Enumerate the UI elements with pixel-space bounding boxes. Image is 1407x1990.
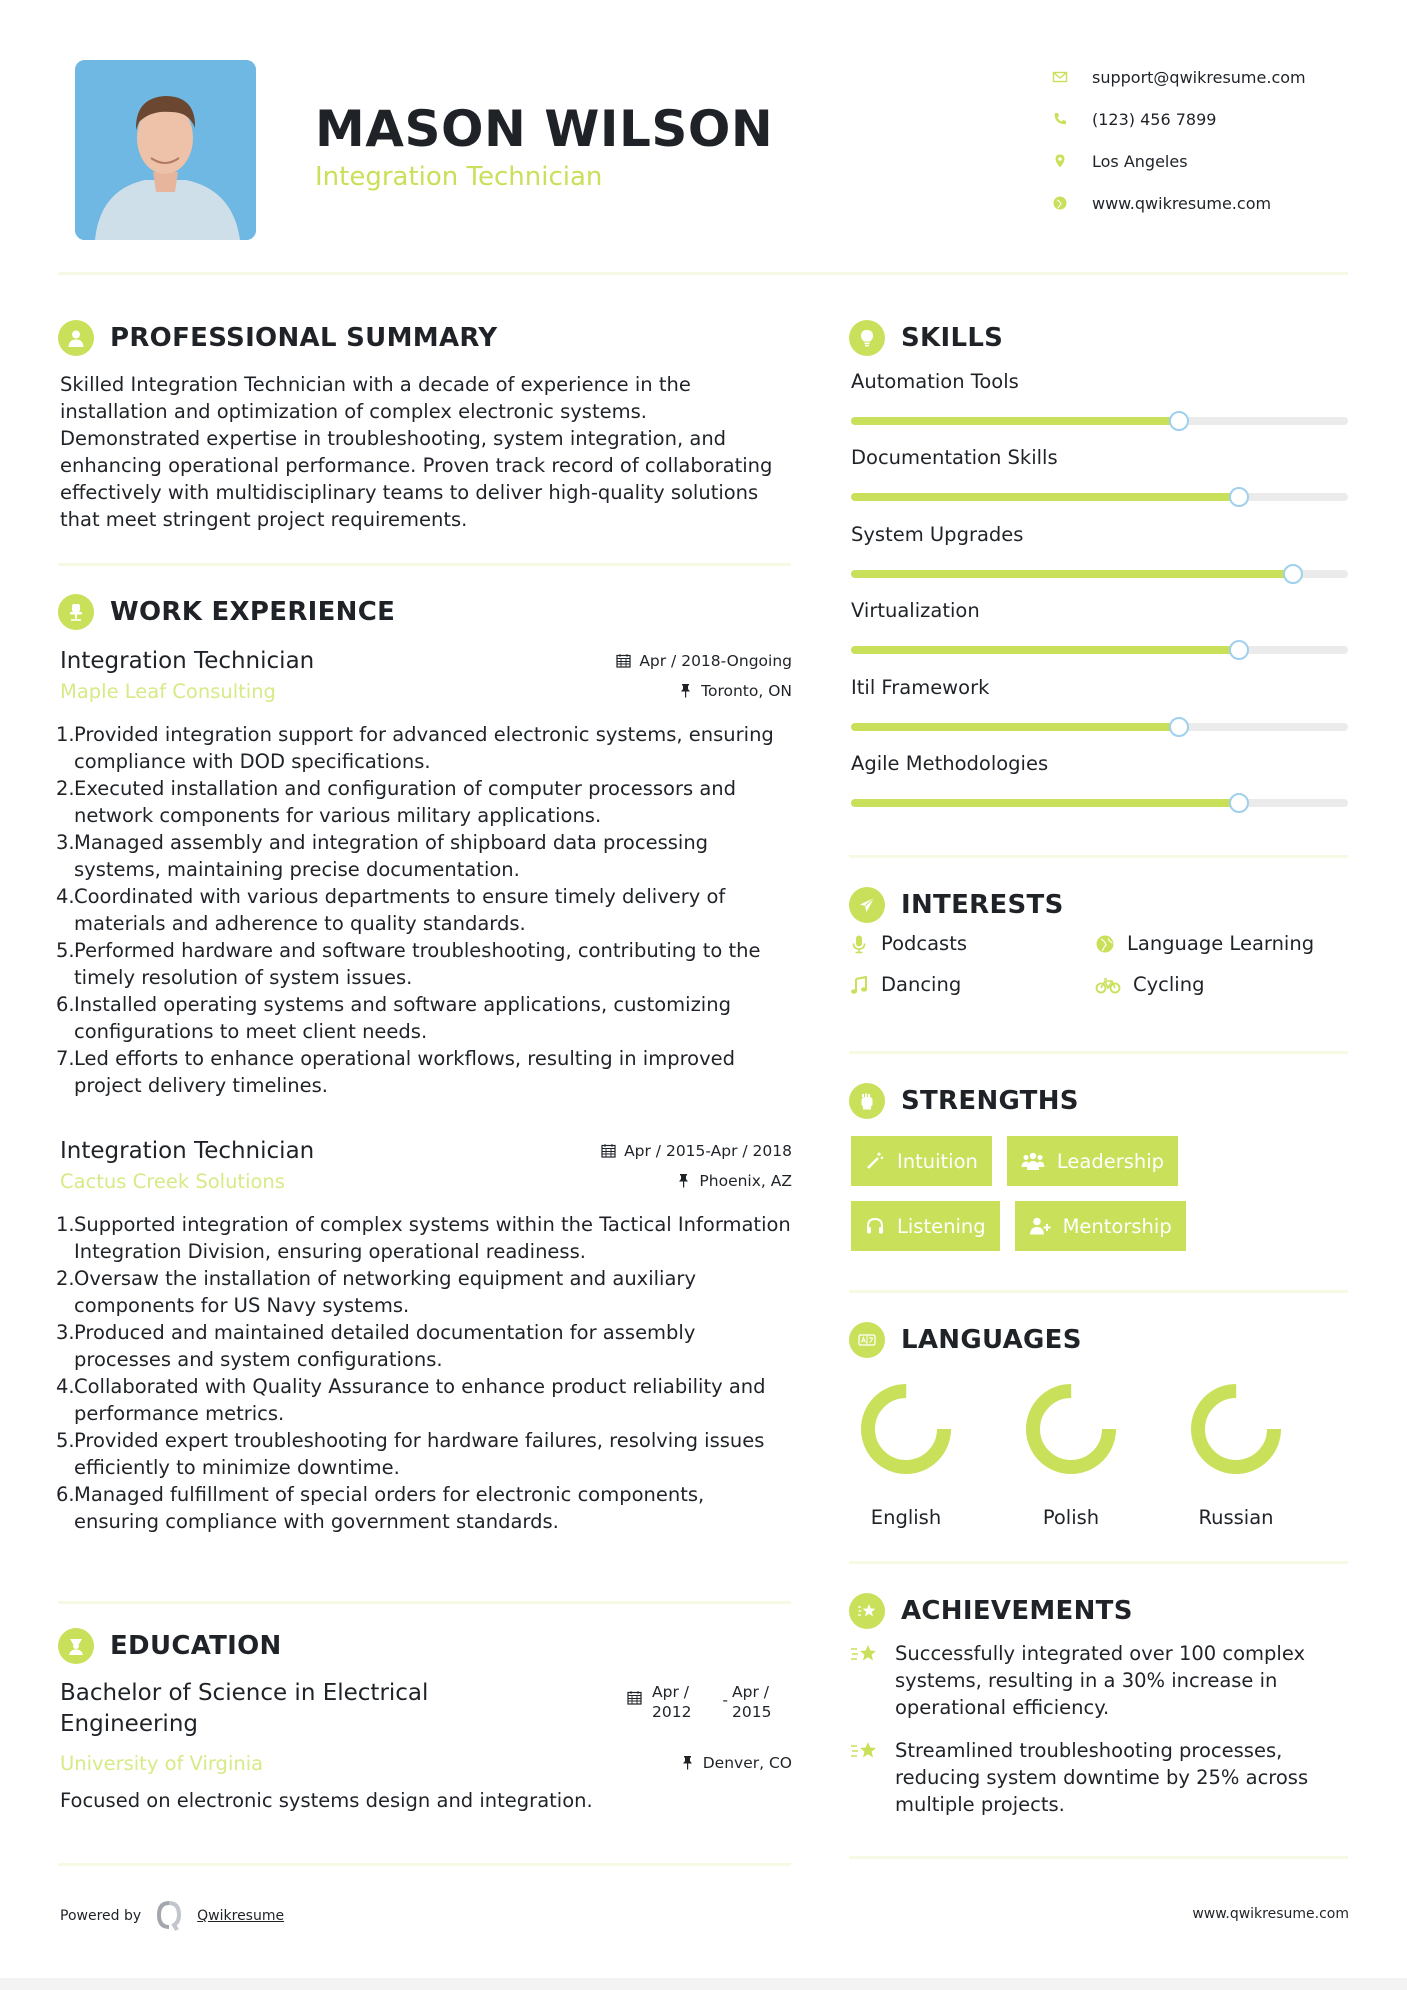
shooting-star-icon: [849, 1739, 879, 1763]
skill-slider-thumb[interactable]: [1169, 717, 1189, 737]
education-school: University of Virginia: [60, 1752, 264, 1775]
language-item: [1016, 1374, 1181, 1529]
job-bullets: [56, 721, 792, 1099]
qwikresume-link[interactable]: Qwikresume: [197, 1908, 285, 1924]
pushpin-icon: [678, 683, 693, 698]
interest-item: [849, 932, 1095, 955]
achievement-item: [849, 1737, 1349, 1818]
job-bullet: 2. Executed installation and configuration of computer processors and network components for various military applications.: [56, 777, 737, 827]
header-divider: [58, 272, 1348, 275]
job-bullet: 5. Provided expert troubleshooting for hardware failures, resolving issues efficiently to minimize downtime.: [56, 1429, 765, 1479]
candidate-name: MASON WILSON: [315, 100, 774, 158]
education-location: [680, 1754, 792, 1772]
summary-title: PROFESSIONAL SUMMARY: [110, 323, 498, 353]
education-title: EDUCATION: [110, 1631, 282, 1661]
bicycle-icon: [1095, 975, 1121, 995]
languages-divider: [849, 1561, 1348, 1564]
job-bullet: 1. Provided integration support for advanced electronic systems, ensuring compliance with DOD specifications.: [56, 723, 774, 773]
language-name: Russian: [1198, 1506, 1274, 1529]
interest-item: [1095, 973, 1349, 996]
page-bottom-edge: [0, 1978, 1407, 1990]
skill-slider[interactable]: [851, 646, 1348, 654]
skill-item: [851, 446, 1348, 522]
languages-header: [849, 1322, 1082, 1358]
fist-icon: [849, 1083, 885, 1119]
skill-slider-thumb[interactable]: [1169, 411, 1189, 431]
skill-name: Itil Framework: [851, 675, 990, 699]
interest-item: [849, 973, 1095, 996]
summary-text: Skilled Integration Technician with a decade of experience in the installation and optimization of complex electronic systems. Demonstrated expertise in troubleshooting, system integration, and enhancing operational performance. Proven track record of collaborating effectively with multidisciplinary teams to deliver high-quality solutions that meet stringent project requirements.: [60, 373, 773, 531]
achievements-header: [849, 1593, 1133, 1629]
job-bullet: 4. Coordinated with various departments to ensure timely delivery of materials and adherence to quality standards.: [56, 885, 726, 935]
contact-location: [1052, 140, 1306, 182]
strength-chip: [851, 1201, 1000, 1251]
strength-label: Listening: [897, 1214, 986, 1238]
phone-icon: [1052, 111, 1068, 127]
language-proficiency-ring: [851, 1374, 961, 1484]
headphones-icon: [865, 1216, 885, 1236]
skill-slider[interactable]: [851, 799, 1348, 807]
job-bullet: 1. Supported integration of complex systems within the Tactical Information Integration Division, ensuring operational readiness.: [56, 1213, 791, 1263]
summary-divider: [58, 563, 791, 566]
job-location: [678, 682, 792, 700]
skill-item: [851, 370, 1348, 446]
strength-chip: [1007, 1136, 1178, 1186]
strengths-header: [849, 1083, 1079, 1119]
interests-title: INTERESTS: [901, 890, 1064, 920]
achievement-text: Successfully integrated over 100 complex systems, resulting in a 30% increase in operational efficiency.: [895, 1642, 1306, 1719]
job-role: Integration Technician: [60, 1138, 315, 1164]
skill-slider-thumb[interactable]: [1229, 793, 1249, 813]
job-bullet: 4. Collaborated with Quality Assurance to enhance product reliability and performance metrics.: [56, 1375, 766, 1425]
language-proficiency-ring: [1016, 1374, 1126, 1484]
achievements-list: [849, 1640, 1349, 1834]
experience-header: [58, 594, 395, 630]
skills-list: [851, 370, 1348, 828]
job-dates: [616, 652, 792, 670]
strength-chip: [851, 1136, 992, 1186]
education-header: [58, 1628, 282, 1664]
footer-branding: [60, 1900, 284, 1932]
strength-label: Intuition: [897, 1149, 978, 1173]
education-description: Focused on electronic systems design and integration.: [60, 1789, 593, 1812]
contact-email-text: support@qwikresume.com: [1092, 67, 1306, 87]
job-entry: [56, 648, 792, 1099]
shooting-star-icon: [849, 1642, 879, 1666]
profile-photo: [75, 60, 256, 240]
music-note-icon: [849, 975, 869, 995]
job-bullet: 6. Installed operating systems and software applications, customizing configurations to meet client needs.: [56, 993, 731, 1043]
skill-item: [851, 523, 1348, 599]
translate-icon: [849, 1322, 885, 1358]
map-pin-icon: [1052, 153, 1068, 169]
contact-list: [1052, 56, 1306, 224]
calendar-icon: [601, 1143, 616, 1158]
pushpin-icon: [680, 1755, 695, 1770]
interest-label: Cycling: [1133, 973, 1205, 996]
interest-label: Dancing: [881, 973, 962, 996]
person-portrait-icon: [75, 60, 256, 240]
user-icon: [58, 320, 94, 356]
magic-wand-icon: [865, 1151, 885, 1171]
strengths-list: [851, 1136, 1351, 1266]
skill-name: Automation Tools: [851, 370, 1019, 393]
contact-phone[interactable]: [1052, 98, 1306, 140]
education-location-text: Denver, CO: [702, 1753, 792, 1772]
education-entry: [60, 1678, 792, 1812]
languages-title: LANGUAGES: [901, 1325, 1082, 1355]
job-location-text: Phoenix, AZ: [699, 1171, 792, 1190]
language-proficiency-ring: [1181, 1374, 1291, 1484]
job-company: Cactus Creek Solutions: [60, 1170, 285, 1193]
language-name: English: [870, 1506, 942, 1529]
microphone-icon: [849, 934, 869, 954]
job-role: Integration Technician: [60, 648, 315, 674]
job-bullet: 7. Led efforts to enhance operational workflows, resulting in improved project delivery timelines.: [56, 1047, 736, 1097]
job-entry: [56, 1138, 792, 1535]
contact-website[interactable]: [1052, 182, 1306, 224]
experience-divider: [58, 1601, 791, 1604]
experience-title: WORK EXPERIENCE: [110, 597, 396, 627]
education-degree: Bachelor of Science in Electrical Engineering: [60, 1680, 429, 1737]
achievement-item: [849, 1640, 1349, 1721]
interest-item: [1095, 932, 1349, 955]
interests-header: [849, 887, 1064, 923]
job-bullet: 6. Managed fulfillment of special orders for electronic components, ensuring compliance with government standards.: [56, 1483, 705, 1533]
skills-title: SKILLS: [901, 323, 1004, 353]
qwikresume-logo-icon: [155, 1900, 183, 1932]
skill-slider-thumb[interactable]: [1229, 640, 1249, 660]
job-location-text: Toronto, ON: [701, 681, 792, 700]
calendar-icon: [627, 1690, 642, 1705]
strength-label: Mentorship: [1062, 1214, 1172, 1238]
language-item: [1181, 1374, 1346, 1529]
achievement-text: Streamlined troubleshooting processes, reducing system downtime by 25% across multiple projects.: [895, 1739, 1309, 1816]
skill-slider[interactable]: [851, 493, 1348, 501]
skill-slider-thumb[interactable]: [1283, 564, 1303, 584]
graduate-icon: [58, 1628, 94, 1664]
skill-slider[interactable]: [851, 570, 1348, 578]
calendar-icon: [616, 653, 631, 668]
interests-divider: [849, 1051, 1348, 1054]
language-item: [851, 1374, 1016, 1529]
job-bullet: 3. Produced and maintained detailed documentation for assembly processes and system configurations.: [56, 1321, 696, 1371]
job-dates: [601, 1142, 792, 1160]
skill-slider-thumb[interactable]: [1229, 487, 1249, 507]
skills-divider: [849, 855, 1348, 858]
skill-name: Documentation Skills: [851, 446, 1058, 470]
interest-label: Language Learning: [1127, 932, 1315, 955]
education-dates: [627, 1682, 792, 1740]
globe-icon: [1052, 195, 1068, 211]
contact-website-text: www.qwikresume.com: [1092, 193, 1272, 213]
skill-name: Virtualization: [851, 599, 980, 623]
paper-plane-icon: [849, 887, 885, 923]
contact-location-text: Los Angeles: [1092, 151, 1188, 171]
interests-list: [849, 932, 1349, 996]
job-company: Maple Leaf Consulting: [60, 680, 276, 703]
skill-item: [851, 676, 1348, 752]
education-start-date: Apr / 2012: [652, 1683, 692, 1721]
shooting-star-icon: [849, 1593, 885, 1629]
achievements-divider: [849, 1856, 1348, 1859]
interest-label: Podcasts: [881, 932, 968, 955]
contact-phone-text: (123) 456 7899: [1092, 109, 1217, 129]
job-bullet: 3. Managed assembly and integration of shipboard data processing systems, maintaining precise documentation.: [56, 831, 709, 881]
contact-email[interactable]: [1052, 56, 1306, 98]
summary-header: [58, 320, 497, 356]
strength-chip: [1015, 1201, 1186, 1251]
job-bullet: 2. Oversaw the installation of networking equipment and auxiliary components for US Navy systems.: [56, 1267, 696, 1317]
achievements-title: ACHIEVEMENTS: [901, 1596, 1133, 1626]
education-divider: [58, 1863, 791, 1866]
skill-slider[interactable]: [851, 723, 1348, 731]
job-dates-text: Apr / 2018-Ongoing: [639, 651, 792, 670]
languages-list: [851, 1374, 1351, 1529]
office-chair-icon: [58, 594, 94, 630]
job-dates-text: Apr / 2015-Apr / 2018: [624, 1141, 792, 1160]
envelope-icon: [1052, 69, 1068, 85]
education-end-date: Apr / 2015: [732, 1683, 772, 1721]
lightbulb-icon: [849, 320, 885, 356]
candidate-title: Integration Technician: [315, 162, 603, 192]
language-name: Polish: [1042, 1506, 1100, 1529]
skill-item: [851, 752, 1348, 828]
job-bullets: [56, 1211, 792, 1535]
globe-icon: [1095, 934, 1115, 954]
job-location: [676, 1172, 792, 1190]
skill-item: [851, 599, 1348, 675]
job-bullet: 5. Performed hardware and software troubleshooting, contributing to the timely resolution of system issues.: [56, 939, 761, 989]
pushpin-icon: [676, 1173, 691, 1188]
skill-slider[interactable]: [851, 417, 1348, 425]
user-plus-icon: [1029, 1216, 1051, 1236]
group-icon: [1021, 1151, 1045, 1171]
skill-name: Agile Methodologies: [851, 751, 1049, 775]
strengths-divider: [849, 1290, 1348, 1293]
skill-name: System Upgrades: [851, 522, 1024, 546]
strengths-title: STRENGTHS: [901, 1086, 1079, 1116]
footer-website-link[interactable]: www.qwikresume.com: [1192, 1906, 1349, 1922]
strength-label: Leadership: [1056, 1149, 1165, 1173]
skills-header: [849, 320, 1003, 356]
powered-by-label: Powered by: [60, 1908, 142, 1924]
education-date-dash: -: [722, 1691, 728, 1709]
